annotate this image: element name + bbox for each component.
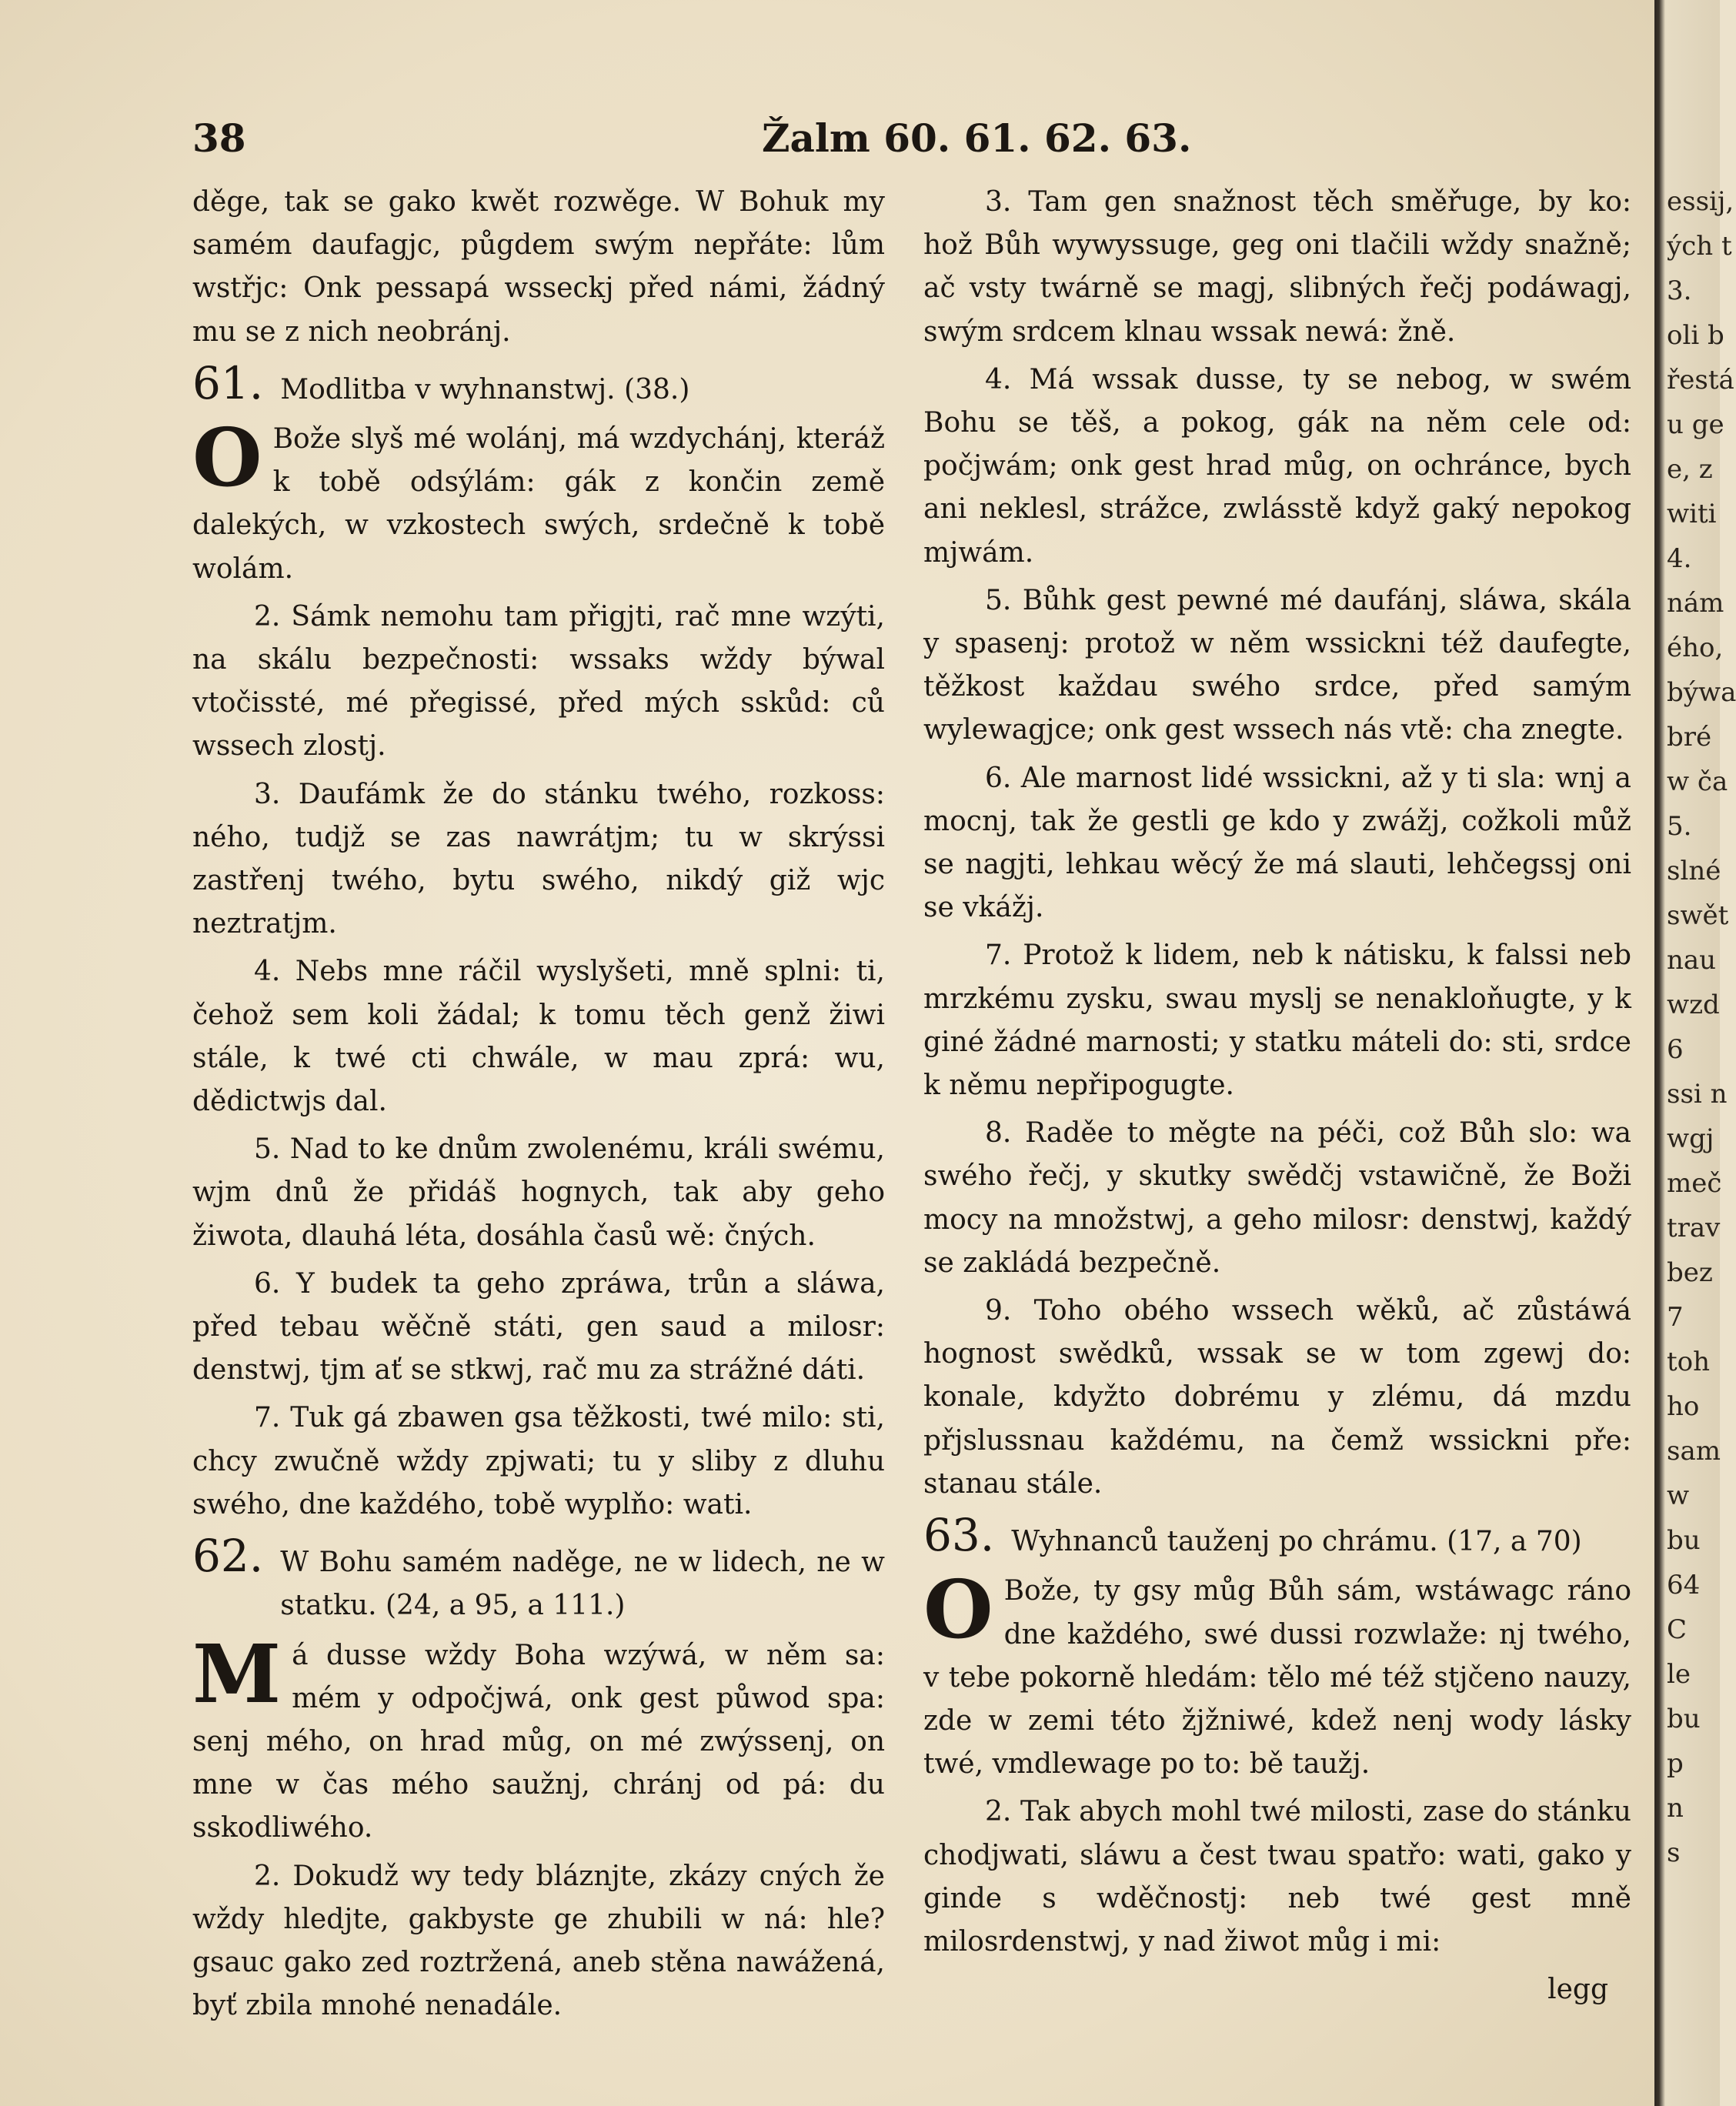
- psalm-61-heading: [192, 356, 885, 412]
- adjacent-page-fragment: nau: [1667, 945, 1717, 976]
- adjacent-page-fragment: řestá: [1667, 365, 1734, 396]
- page-header: [192, 115, 1654, 169]
- adjacent-page-fragment: wzd: [1667, 990, 1720, 1020]
- adjacent-page-fragment: 6: [1667, 1034, 1684, 1065]
- adjacent-page-fragment: swět: [1667, 900, 1729, 931]
- catchword: legg: [1547, 1974, 1608, 2006]
- psalm-63-opening: O Bože, ty gsy můg Bůh sám, wstáwagc ráno dne každého, swé dussi rozwlaže: nj twého, v tebe pokorně hledám: tělo mé též stjčeno nauzy, zde w zemi této žjžniwé, kdež nenj wody lásky twé, vmdlewage po to: bě taužj.: [923, 1562, 1631, 1781]
- adjacent-page-fragment: 64: [1667, 1570, 1701, 1600]
- verse: 9. Toho obého wssech wěků, ač zůstáwá hognost swědků, wssak se w tom zgewj do: konale, kdyžto dobrému y zlému, dá mzdu přjslussnau každému, na čemž wssickni pře: stanau stále.: [923, 1295, 1631, 1500]
- adjacent-page-fragment: býwa: [1667, 677, 1736, 708]
- adjacent-page-fragment: 7: [1667, 1302, 1684, 1333]
- psalm-61-number: 61.: [192, 356, 264, 409]
- psalm-62-opening: M á dusse wždy Boha wzýwá, w něm sa: mém y odpočjwá, onk gest půwod spa: senj mého, on hrad můg, on mé zwýssenj, on mne w čas mého saužnj, chránj od pá: du sskodliwého.: [192, 1626, 885, 1844]
- verse: 6. Ale marnost lidé wssickni, až y ti sla: wnj a mocnj, tak že gestli ge kdo y zwážj, cožkoli můž se nagjti, lehkau wěcý že má slauti, lehčegssj oni se vkážj.: [923, 762, 1631, 924]
- verse: 2. Sámk nemohu tam přigjti, rač mne wzýti, na skálu bezpečnosti: wssaks wždy býwal vtočissté, mé přegissé, před mých sskůd: ců wssech zlostj.: [192, 600, 885, 763]
- verse: 3. Tam gen snažnost těch směřuge, by ko: hož Bůh wywyssuge, geg oni tlačili wždy snažně; ač vsty twárně se magj, slibných řečj podáwagj, swým srdcem klnau wssak newá: žně.: [923, 186, 1631, 348]
- adjacent-page-fragment: 5.: [1667, 811, 1692, 842]
- adjacent-page-fragment: 3.: [1667, 275, 1692, 306]
- adjacent-page-fragment: ssi n: [1667, 1079, 1728, 1110]
- adjacent-page-fragment: C: [1667, 1614, 1688, 1645]
- verse: 7. Protož k lidem, neb k nátisku, k falssi neb mrzkému zysku, swau myslj se nenakloňugte, y k giné žádné marnosti; y statku máteli do: sti, srdce k němu nepřipogugte.: [923, 940, 1631, 1102]
- adjacent-page-fragment: ých t: [1667, 231, 1732, 262]
- psalm-63-title: Wyhnanců tauženj po chrámu. (17, a 70): [1011, 1526, 1582, 1558]
- adjacent-page-fragment: w: [1667, 1480, 1690, 1511]
- verse: 5. Bůhk gest pewné mé daufánj, sláwa, skála y spasenj: protož w něm wssickni též daufegte, těžkost každau swého srdce, před samým wylewagjce; onk gest wssech nás vtě: cha znegte.: [923, 584, 1631, 746]
- verse: 8. Raděe to měgte na péči, což Bůh slo: wa swého řečj, y skutky swědčj vstawičně, že Boži mocy na množstwj, a geho milosr: denstwj, každý se zakládá bezpečně.: [923, 1117, 1632, 1279]
- adjacent-page-fragment: bez: [1667, 1257, 1713, 1288]
- adjacent-page-fragment: slné: [1667, 856, 1721, 886]
- adjacent-page-fragment: witi: [1667, 499, 1717, 529]
- verse: 4. Nebs mne ráčil wyslyšeti, mně splni: ti, čehož sem koli žádal; k tomu těch genž žiwi stále, k twé cti chwále, w mau zprá: wu, dědictwjs dal.: [192, 956, 885, 1118]
- verse: 3. Daufámk že do stánku twého, rozkoss: ného, tudjž se zas nawrátjm; tu w skrýssi zastřenj twého, bytu swého, nikdý giž wjc neztratjm.: [192, 778, 885, 940]
- adjacent-page-fragment: ého,: [1667, 632, 1724, 663]
- drop-cap: O: [192, 410, 262, 506]
- adjacent-page-fragment: 4.: [1667, 543, 1692, 574]
- psalm-63-number: 63.: [923, 1509, 995, 1562]
- adjacent-page-fragment: bré: [1667, 722, 1712, 753]
- adjacent-page-fragment: e, z: [1667, 454, 1713, 485]
- page-number: 38: [192, 115, 246, 161]
- adjacent-page-fragment: toh: [1667, 1347, 1711, 1377]
- adjacent-page-fragment: trav: [1667, 1213, 1721, 1243]
- psalm-62-number: 62.: [192, 1530, 264, 1583]
- psalm-62-title: W Bohu samém naděge, ne w lidech, ne w statku. (24, a 95, a 111.): [280, 1547, 885, 1622]
- adjacent-page-fragment: meč: [1667, 1168, 1722, 1199]
- adjacent-page-fragment: bu: [1667, 1525, 1701, 1556]
- adjacent-page-fragment: sam: [1667, 1436, 1721, 1467]
- adjacent-page-fragment: bu: [1667, 1704, 1701, 1734]
- verse: 2. Tak abych mohl twé milosti, zase do stánku chodjwati, sláwu a čest twau spatřo: wati, gako y ginde s wděčnostj: neb twé gest mně milosrdenstwj, y nad žiwot můg i mi:: [923, 1796, 1632, 1957]
- adjacent-page-fragment: wgj: [1667, 1123, 1714, 1154]
- adjacent-page-fragment: p: [1667, 1748, 1684, 1779]
- adjacent-page-fragment: nám: [1667, 588, 1724, 619]
- intro-paragraph: děge, tak se gako kwět rozwěge. W Bohuk my samém daufagjc, půgdem swým nepřáte: lům wstřjc: Onk pessapá wsseckj před námi, žádný mu se z nich neobránj.: [192, 186, 885, 348]
- right-column: [923, 181, 1631, 2011]
- adjacent-page-edge: [1654, 0, 1736, 2106]
- left-column: [192, 181, 885, 2032]
- adjacent-page-fragment: essij,: [1667, 186, 1734, 217]
- adjacent-page-fragment: s: [1667, 1837, 1681, 1868]
- psalm-62-heading: [192, 1530, 885, 1627]
- running-head: Žalm 60. 61. 62. 63.: [762, 115, 1192, 161]
- adjacent-page-fragment: w ča: [1667, 766, 1728, 797]
- adjacent-page-fragment: u ge: [1667, 409, 1724, 440]
- verse: 4. Má wssak dusse, ty se nebog, w swém Bohu se těš, a pokog, gák na něm cele od: počjwám; onk gest hrad můg, on ochránce, bych ani neklesl, strážce, zwlásstě když gaký nepokog mjwám.: [923, 363, 1631, 569]
- verse: 7. Tuk gá zbawen gsa těžkosti, twé milo: sti, chcy zwučně wždy zpjwati; tu y sliby z dluhu swého, dne každého, tobě wyplňo: wati.: [192, 1402, 885, 1520]
- adjacent-page-fragment: oli b: [1667, 320, 1724, 351]
- drop-cap: M: [192, 1626, 282, 1721]
- adjacent-page-fragment: n: [1667, 1793, 1684, 1824]
- drop-cap: O: [923, 1562, 993, 1657]
- psalm-63-heading: [923, 1509, 1631, 1564]
- verse: 6. Y budek ta geho zpráwa, trůn a sláwa, před tebau wěčně státi, gen saud a milosr: denstwj, tjm ať se stkwj, rač mu za strážné dáti.: [192, 1267, 885, 1387]
- verse: 5. Nad to ke dnům zwolenému, králi swému, wjm dnů že přidáš hognych, tak aby geho žiwota, dlauhá léta, dosáhla časů wě: čných.: [192, 1133, 885, 1252]
- psalm-61-title: Modlitba v wyhnanstwj. (38.): [280, 373, 690, 406]
- adjacent-page-fragment: le: [1667, 1659, 1691, 1690]
- verse: 2. Dokudž wy tedy bláznjte, zkázy cných že wždy hledjte, gakbyste ge zhubili w ná: hle? gsauc gako zed roztržená, aneb stěna nawážená, byť zbila mnohé nenadále.: [192, 1860, 885, 2022]
- adjacent-page-fragment: ho: [1667, 1391, 1700, 1422]
- psalm-61-opening: O Bože slyš mé wolánj, má wzdychánj, kteráž k tobě odsýlám: gák z končin země dalekých, w vzkostech swých, srdečně k tobě wolám.: [192, 410, 886, 585]
